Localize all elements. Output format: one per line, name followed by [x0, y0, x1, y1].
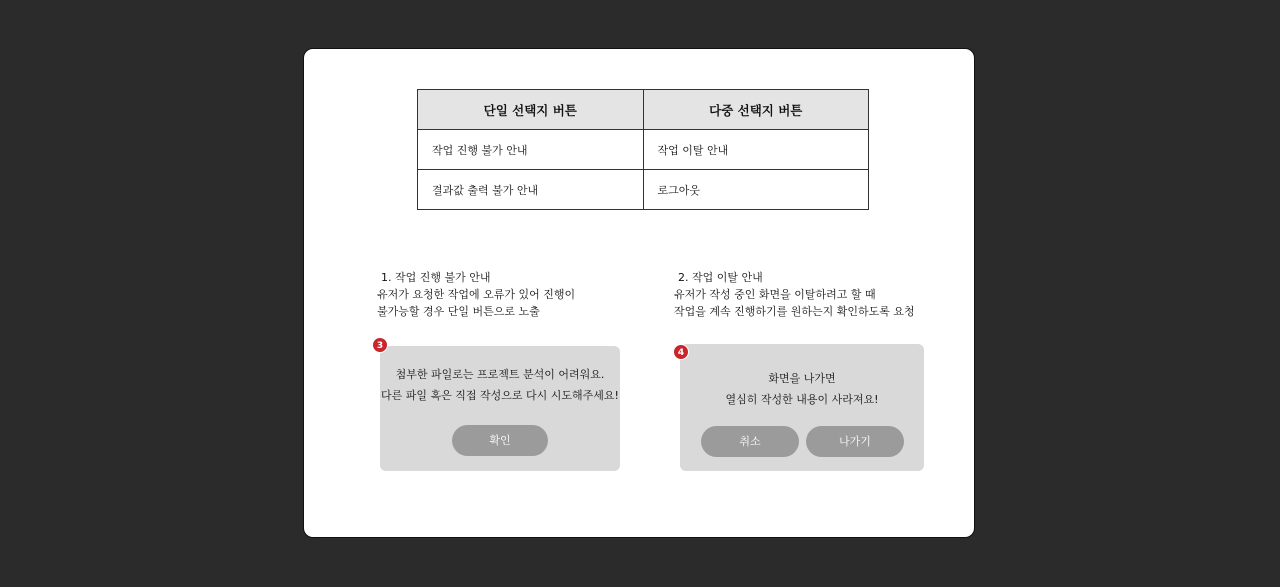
table-cell: 작업 진행 불가 안내 — [418, 130, 644, 170]
annotation-badge-3: 3 — [372, 337, 388, 353]
error-dialog — [380, 346, 620, 471]
table-cell: 결과값 출력 불가 안내 — [418, 170, 644, 210]
confirm-button[interactable]: 확인 — [452, 425, 548, 456]
section1-line1: 유저가 요청한 작업에 오류가 있어 진행이 — [377, 288, 576, 301]
exit-dialog-message-line1: 화면을 나가면 — [768, 372, 836, 385]
section2-line2: 작업을 계속 진행하기를 원하는지 확인하도록 요청 — [674, 305, 915, 318]
table-header-row — [418, 90, 869, 130]
section1-description — [377, 269, 575, 320]
button-type-table — [417, 89, 869, 210]
exit-dialog-message — [680, 368, 924, 410]
annotation-badge-4: 4 — [673, 344, 689, 360]
table-header-single: 단일 선택지 버튼 — [418, 90, 644, 130]
cancel-button[interactable]: 취소 — [701, 426, 799, 457]
exit-dialog-message-line2: 열심히 작성한 내용이 사라져요! — [725, 393, 879, 406]
section2-line1: 유저가 작성 중인 화면을 이탈하려고 할 때 — [674, 288, 876, 301]
table-row — [418, 130, 869, 170]
table-cell: 로그아웃 — [643, 170, 869, 210]
table-row — [418, 170, 869, 210]
error-dialog-message-line2: 다른 파일 혹은 직접 작성으로 다시 시도해주세요! — [381, 389, 619, 402]
table-cell: 작업 이탈 안내 — [643, 130, 869, 170]
section1-line2: 불가능할 경우 단일 버튼으로 노출 — [377, 305, 540, 318]
exit-dialog — [680, 344, 924, 471]
section1-title: 1. 작업 진행 불가 안내 — [381, 271, 491, 284]
table-header-multi: 다중 선택지 버튼 — [643, 90, 869, 130]
error-dialog-message-line1: 첨부한 파일로는 프로젝트 분석이 어려워요. — [395, 368, 605, 381]
section2-title: 2. 작업 이탈 안내 — [678, 271, 763, 284]
section2-description — [674, 269, 915, 320]
exit-button[interactable]: 나가기 — [806, 426, 904, 457]
error-dialog-message — [380, 364, 620, 406]
